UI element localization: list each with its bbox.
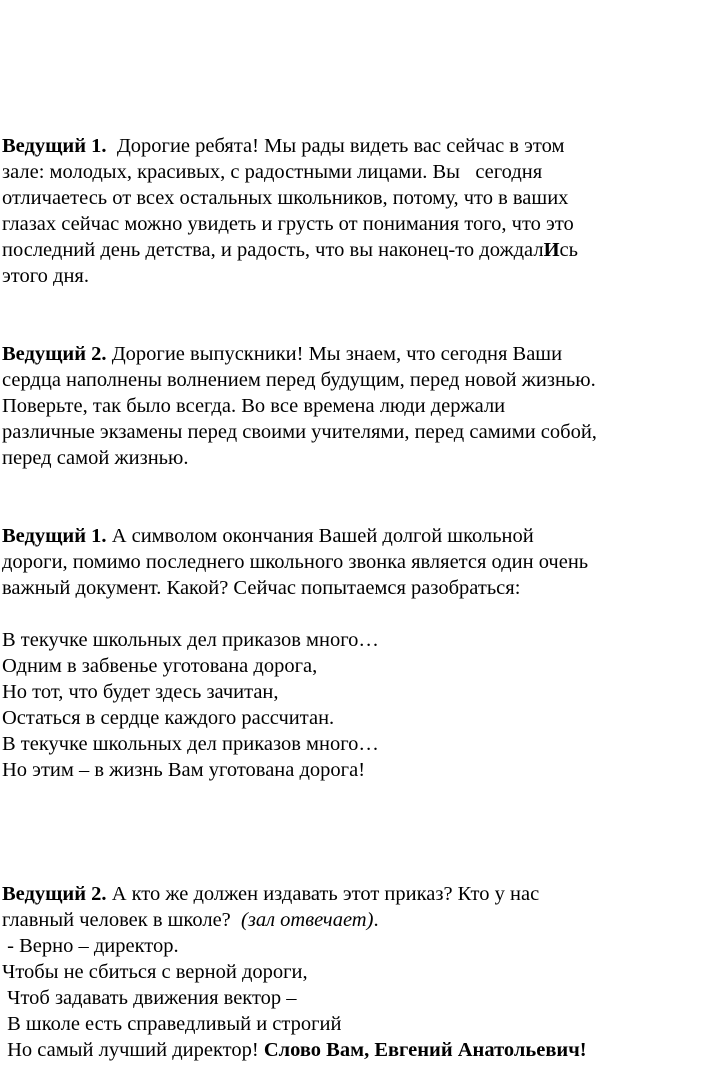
paragraph-4-line-5: Чтоб задавать движения вектор – <box>2 987 297 1009</box>
paragraph-2-line-1 <box>2 341 562 367</box>
poem-line: Но этим – в жизнь Вам уготована дорога! <box>2 759 366 781</box>
paragraph-2-line-2: сердца наполнены волнением перед будущим, перед новой жизнью. <box>2 369 596 391</box>
text-segment: главный человек в школе? <box>2 909 242 931</box>
speaker-label: Ведущий 1. <box>2 135 107 157</box>
speaker-label: Ведущий 2. <box>2 883 107 905</box>
paragraph-1-line-1 <box>2 133 564 159</box>
speaker-label: Ведущий 2. <box>2 343 107 365</box>
paragraph-3-line-2: дороги, помимо последнего школьного звонка является один очень <box>2 551 589 573</box>
paragraph-2-line-5: перед самой жизнью. <box>2 447 189 469</box>
paragraph-1-line-4: глазах сейчас можно увидеть и грусть от понимания того, что это <box>2 213 574 235</box>
poem-line: Одним в забвенье уготована дорога, <box>2 655 318 677</box>
poem-line: В текучке школьных дел приказов много… <box>2 733 379 755</box>
paragraph-3-line-3: важный документ. Какой? Сейчас попытаемся разобраться: <box>2 577 521 599</box>
paragraph-4-line-1 <box>2 881 539 907</box>
paragraph-4-line-3: - Верно – директор. <box>2 935 179 957</box>
paragraph-1-line-6: этого дня. <box>2 265 89 287</box>
paragraph-1-line-2: зале: молодых, красивых, с радостными лицами. Вы сегодня <box>2 161 543 183</box>
text-segment: А кто же должен издавать этот приказ? Кто у нас <box>106 883 540 905</box>
paragraph-2-line-3: Поверьте, так было всегда. Во все времена люди держали <box>2 395 506 417</box>
paragraph-4-line-6: В школе есть справедливый и строгий <box>2 1013 342 1035</box>
paragraph-2-line-4: различные экзамены перед своими учителями, перед самими собой, <box>2 421 597 443</box>
text-segment: Дорогие выпускники! Мы знаем, что сегодня Ваши <box>106 343 563 365</box>
paragraph-1-line-5 <box>2 237 578 263</box>
paragraph-4-line-2 <box>2 907 379 933</box>
bold-letter: И <box>543 239 560 261</box>
text-segment: А символом окончания Вашей долгой школьной <box>106 525 534 547</box>
poem-line: Остаться в сердце каждого рассчитан. <box>2 707 335 729</box>
stage-direction: (зал отвечает) <box>241 909 374 931</box>
text-segment: Но самый лучший директор! <box>2 1039 264 1061</box>
text-segment: . <box>373 909 379 931</box>
speaker-label: Ведущий 1. <box>2 525 107 547</box>
poem-line: В текучке школьных дел приказов много… <box>2 629 379 651</box>
text-segment: Дорогие ребята! Мы рады видеть вас сейчас в этом <box>106 135 565 157</box>
poem-line: Но тот, что будет здесь зачитан, <box>2 681 279 703</box>
paragraph-1-line-3: отличаетесь от всех остальных школьников, потому, что в ваших <box>2 187 569 209</box>
bold-address: Слово Вам, Евгений Анатольевич! <box>263 1039 587 1061</box>
text-segment: последний день детства, и радость, что вы наконец-то дождал <box>2 239 544 261</box>
paragraph-3-line-1 <box>2 523 534 549</box>
paragraph-4-line-7 <box>2 1037 587 1063</box>
paragraph-4-line-4: Чтобы не сбиться с верной дороги, <box>2 961 308 983</box>
text-segment: сь <box>559 239 578 261</box>
